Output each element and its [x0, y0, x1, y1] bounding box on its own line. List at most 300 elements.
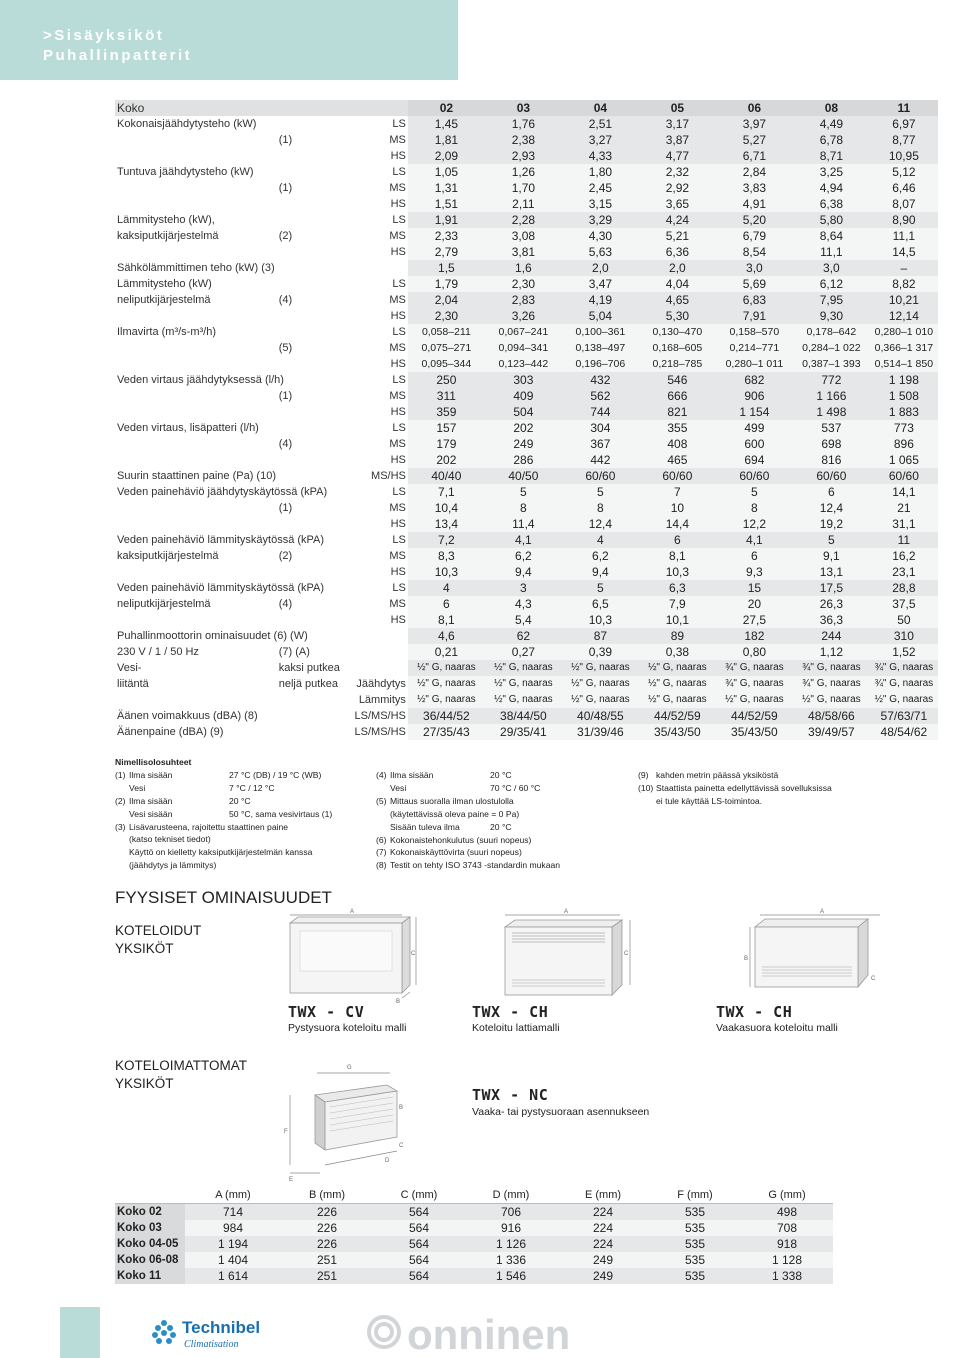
- row-label: 230 V / 1 / 50 Hz: [117, 646, 199, 658]
- value-cell: 7,1: [408, 484, 485, 500]
- uncased-units-title: [115, 1057, 247, 1093]
- value-cell: 4,49: [793, 116, 870, 132]
- value-cell: 4,65: [639, 292, 716, 308]
- dim-letter-b: B: [396, 999, 401, 1005]
- note-text: 27 °C (DB) / 19 °C (WB): [229, 769, 322, 780]
- value-cell: 2,93: [485, 148, 562, 164]
- row-label: [115, 148, 277, 164]
- note-text: Ilma sisään: [129, 795, 173, 806]
- cased-units-title: [115, 922, 201, 958]
- row-speed: MS: [389, 598, 406, 610]
- spec-table: [115, 100, 938, 740]
- row-speed: LS: [392, 118, 406, 130]
- row-note: [277, 708, 342, 724]
- dims-value: 498: [741, 1204, 833, 1221]
- dims-value: 226: [281, 1236, 373, 1252]
- value-cell: 10,3: [562, 612, 639, 628]
- row-speed: HS: [390, 310, 406, 322]
- value-cell: 562: [562, 388, 639, 404]
- value-cell: 5: [793, 532, 870, 548]
- row-label: Puhallinmoottorin ominaisuudet (6) (W): [117, 630, 308, 642]
- spec-row: [115, 676, 938, 692]
- note-text: (7): [376, 847, 387, 858]
- dims-header: A (mm): [185, 1187, 281, 1204]
- note-line: [376, 808, 636, 821]
- value-cell: 2,83: [485, 292, 562, 308]
- note-text: Ilma sisään: [129, 769, 173, 780]
- dims-value: 706: [465, 1204, 557, 1221]
- value-cell: 6,71: [716, 148, 793, 164]
- value-cell: 182: [716, 628, 793, 644]
- value-cell: 6,3: [639, 580, 716, 596]
- note-text: Sisään tuleva ilma: [390, 821, 460, 832]
- value-cell: 27/35/43: [408, 724, 485, 740]
- value-cell: 60/60: [870, 468, 938, 484]
- row-label: [115, 244, 277, 260]
- spec-row: [115, 372, 938, 388]
- row-note: [277, 356, 342, 372]
- dims-value: 1 404: [185, 1252, 281, 1268]
- row-label: Lämmitysteho (kW): [117, 278, 212, 290]
- row-label: [115, 388, 277, 404]
- spec-row: [115, 452, 938, 468]
- value-cell: 60/60: [793, 468, 870, 484]
- row-speed: HS: [390, 614, 406, 626]
- value-cell: –: [870, 260, 938, 276]
- value-cell: 4: [562, 532, 639, 548]
- row-label: neliputkijärjestelmä: [117, 598, 211, 610]
- value-cell: ½" G, naaras: [716, 692, 793, 708]
- note-text: 20 °C: [229, 795, 251, 806]
- technibel-subtitle: Climatisation: [184, 1339, 239, 1350]
- value-cell: 6,97: [870, 116, 938, 132]
- dims-row-label: Koko 02: [115, 1204, 185, 1221]
- value-cell: ½" G, naaras: [485, 692, 562, 708]
- value-cell: 1,52: [870, 644, 938, 660]
- value-cell: 40/40: [408, 468, 485, 484]
- value-cell: ½" G, naaras: [639, 676, 716, 692]
- notes-title: Nimellisolosuhteet: [115, 757, 192, 767]
- value-cell: 7,91: [716, 308, 793, 324]
- value-cell: 1,70: [485, 180, 562, 196]
- notes-column-2: [376, 769, 636, 872]
- dim-letter-c: C: [624, 951, 629, 957]
- value-cell: 8,3: [408, 548, 485, 564]
- row-label: [115, 612, 277, 628]
- value-cell: 1,6: [485, 260, 562, 276]
- spec-row: [115, 180, 938, 196]
- note-text: (1): [115, 769, 126, 780]
- value-cell: 3,17: [639, 116, 716, 132]
- row-speed: HS: [390, 246, 406, 258]
- spec-row: [115, 164, 938, 180]
- note-text: [115, 846, 129, 859]
- caption-twx-cv: Pystysuora koteloitu malli: [288, 1022, 407, 1034]
- row-note: (5): [278, 342, 293, 354]
- row-note: [277, 308, 342, 324]
- spec-row: [115, 260, 938, 276]
- footer-accent-block: [60, 1307, 100, 1358]
- dims-row-label: Koko 04-05: [115, 1236, 185, 1252]
- size-header: 05: [639, 100, 716, 116]
- value-cell: 4,04: [639, 276, 716, 292]
- value-cell: 3,81: [485, 244, 562, 260]
- value-cell: ¾" G, naaras: [870, 676, 938, 692]
- row-label: kaksiputkijärjestelmä: [117, 550, 219, 562]
- row-speed: MS: [389, 230, 406, 242]
- value-cell: 1,31: [408, 180, 485, 196]
- value-cell: 60/60: [716, 468, 793, 484]
- row-note: (7) (A): [278, 646, 310, 658]
- row-note: [277, 612, 342, 628]
- value-cell: 311: [408, 388, 485, 404]
- note-text: [376, 808, 390, 821]
- row-speed: LS: [392, 374, 406, 386]
- note-text: [376, 782, 390, 795]
- value-cell: 3,83: [716, 180, 793, 196]
- value-cell: 2,33: [408, 228, 485, 244]
- spec-header-label: Koko: [115, 100, 408, 116]
- row-label: Äänenpaine (dBA) (9): [117, 726, 224, 738]
- value-cell: 537: [793, 420, 870, 436]
- note-line: [115, 859, 375, 872]
- value-cell: 13,1: [793, 564, 870, 580]
- note-text: (9): [638, 770, 649, 780]
- value-cell: 1,91: [408, 212, 485, 228]
- value-cell: 1,80: [562, 164, 639, 180]
- caption-twx-nc: Vaaka- tai pystysuoraan asennukseen: [472, 1106, 650, 1118]
- value-cell: 44/52/59: [716, 708, 793, 724]
- note-line: [638, 769, 938, 782]
- spec-row: [115, 340, 938, 356]
- row-note: (1): [278, 134, 293, 146]
- row-note: (2): [278, 550, 293, 562]
- value-cell: ½" G, naaras: [485, 660, 562, 676]
- size-header: 03: [485, 100, 562, 116]
- value-cell: 286: [485, 452, 562, 468]
- value-cell: 0,218–785: [639, 356, 716, 372]
- value-cell: 504: [485, 404, 562, 420]
- spec-row: [115, 692, 938, 708]
- note-text: [376, 821, 390, 834]
- value-cell: 10: [639, 500, 716, 516]
- note-text: (4): [376, 770, 387, 780]
- dim-letter-b: B: [399, 1105, 404, 1111]
- value-cell: 1,76: [485, 116, 562, 132]
- value-cell: 772: [793, 372, 870, 388]
- value-cell: 1,79: [408, 276, 485, 292]
- size-header: 02: [408, 100, 485, 116]
- spec-row: [115, 436, 938, 452]
- dims-value: 251: [281, 1268, 373, 1284]
- value-cell: 6: [408, 596, 485, 612]
- note-text: Kokonaiskäyttövirta (suuri nopeus): [390, 847, 522, 858]
- value-cell: 9,1: [793, 548, 870, 564]
- row-speed: HS: [390, 454, 406, 466]
- row-note: (1): [278, 502, 293, 514]
- spec-row: [115, 308, 938, 324]
- row-label: Veden painehäviö jäähdytyskäytössä (kPA): [117, 486, 328, 498]
- note-text: Kokonaistehonkulutus (suuri nopeus): [390, 834, 532, 845]
- value-cell: 0,214–771: [716, 340, 793, 356]
- value-cell: 14,1: [870, 484, 938, 500]
- row-label: [115, 436, 277, 452]
- spec-row: [115, 388, 938, 404]
- dims-value: 564: [373, 1220, 465, 1236]
- notes-column-1: [115, 756, 375, 872]
- value-cell: 12,14: [870, 308, 938, 324]
- note-text: (8): [376, 860, 387, 871]
- value-cell: 0,280–1 010: [870, 324, 938, 340]
- value-cell: 6: [793, 484, 870, 500]
- note-text: ei tule käyttää LS-toimintoa.: [656, 795, 763, 806]
- row-label: [115, 564, 277, 580]
- spec-row: [115, 292, 938, 308]
- value-cell: 31,1: [870, 516, 938, 532]
- value-cell: 3,26: [485, 308, 562, 324]
- row-note: (2): [278, 230, 293, 242]
- note-text: [115, 782, 129, 795]
- model-twx-ch-ceiling: TWX - CH: [716, 1003, 793, 1021]
- row-speed: MS: [389, 438, 406, 450]
- value-cell: 2,92: [639, 180, 716, 196]
- row-speed: LS: [392, 422, 406, 434]
- dims-header: B (mm): [281, 1187, 373, 1204]
- value-cell: 2,28: [485, 212, 562, 228]
- spec-row: [115, 132, 938, 148]
- value-cell: 409: [485, 388, 562, 404]
- value-cell: 8: [562, 500, 639, 516]
- value-cell: 249: [485, 436, 562, 452]
- dims-corner: [115, 1187, 185, 1204]
- row-note: (4): [278, 598, 293, 610]
- value-cell: 682: [716, 372, 793, 388]
- value-cell: 14,4: [639, 516, 716, 532]
- note-line: [115, 782, 375, 795]
- row-speed: LS: [392, 166, 406, 178]
- value-cell: 60/60: [639, 468, 716, 484]
- note-line: [115, 833, 375, 846]
- row-note: [277, 148, 342, 164]
- value-cell: 10,1: [639, 612, 716, 628]
- value-cell: 27,5: [716, 612, 793, 628]
- spec-row: [115, 708, 938, 724]
- value-cell: ½" G, naaras: [408, 676, 485, 692]
- note-text: Vesi sisään: [129, 808, 173, 819]
- spec-row: [115, 420, 938, 436]
- value-cell: ½" G, naaras: [408, 660, 485, 676]
- row-note: kaksi putkea: [278, 662, 340, 674]
- row-speed: Jäähdytys: [356, 678, 406, 690]
- dims-value: 1 194: [185, 1236, 281, 1252]
- spec-row: [115, 212, 938, 228]
- row-speed: [342, 260, 408, 276]
- dims-row: [115, 1268, 833, 1284]
- dims-value: 916: [465, 1220, 557, 1236]
- note-text: Ilma sisään: [390, 770, 434, 780]
- dim-letter-c: C: [399, 1143, 404, 1149]
- value-cell: 12,2: [716, 516, 793, 532]
- value-cell: 2,30: [408, 308, 485, 324]
- value-cell: 11,1: [793, 244, 870, 260]
- dims-value: 1 126: [465, 1236, 557, 1252]
- value-cell: 37,5: [870, 596, 938, 612]
- value-cell: ¾" G, naaras: [716, 676, 793, 692]
- value-cell: 3,15: [562, 196, 639, 212]
- row-note: [277, 516, 342, 532]
- row-label: Kokonaisjäähdytysteho (kW): [117, 118, 257, 130]
- row-note: [277, 196, 342, 212]
- dims-value: 535: [649, 1268, 741, 1284]
- value-cell: 442: [562, 452, 639, 468]
- note-text: 20 °C: [490, 821, 512, 832]
- value-cell: 13,4: [408, 516, 485, 532]
- row-note: [277, 164, 342, 180]
- value-cell: 7,2: [408, 532, 485, 548]
- note-text: Vesi: [129, 782, 146, 793]
- value-cell: 4,94: [793, 180, 870, 196]
- value-cell: 5,27: [716, 132, 793, 148]
- value-cell: 9,3: [716, 564, 793, 580]
- row-label: [115, 340, 277, 356]
- note-text: [115, 859, 129, 872]
- row-speed: [342, 660, 408, 676]
- value-cell: 40/50: [485, 468, 562, 484]
- value-cell: 11,1: [870, 228, 938, 244]
- value-cell: 23,1: [870, 564, 938, 580]
- note-line: [376, 782, 636, 795]
- notes-column-3: [638, 769, 938, 808]
- value-cell: 666: [639, 388, 716, 404]
- value-cell: 11: [870, 532, 938, 548]
- value-cell: 773: [870, 420, 938, 436]
- value-cell: 2,30: [485, 276, 562, 292]
- row-speed: [342, 644, 408, 660]
- value-cell: 4,24: [639, 212, 716, 228]
- value-cell: ¾" G, naaras: [793, 660, 870, 676]
- row-note: [277, 724, 342, 740]
- spec-row: [115, 596, 938, 612]
- row-note: neljä putkea: [278, 678, 339, 690]
- row-speed: LS: [392, 582, 406, 594]
- note-text: (10): [638, 782, 654, 793]
- value-cell: 7,9: [639, 596, 716, 612]
- value-cell: 0,280–1 011: [716, 356, 793, 372]
- dims-header-row: [115, 1187, 833, 1204]
- value-cell: 87: [562, 628, 639, 644]
- dims-value: 249: [557, 1252, 649, 1268]
- spec-row: [115, 148, 938, 164]
- value-cell: 1,5: [408, 260, 485, 276]
- value-cell: 5: [562, 484, 639, 500]
- dims-value: 708: [741, 1220, 833, 1236]
- value-cell: 89: [639, 628, 716, 644]
- spec-row: [115, 356, 938, 372]
- value-cell: 16,2: [870, 548, 938, 564]
- value-cell: 694: [716, 452, 793, 468]
- value-cell: 5,20: [716, 212, 793, 228]
- dims-value: 714: [185, 1204, 281, 1221]
- row-speed: MS: [389, 182, 406, 194]
- dims-value: 226: [281, 1220, 373, 1236]
- value-cell: 8: [716, 500, 793, 516]
- uncased-title-line1: KOTELOIMATTOMAT: [115, 1058, 248, 1073]
- row-label: [115, 132, 277, 148]
- value-cell: 36,3: [793, 612, 870, 628]
- value-cell: 367: [562, 436, 639, 452]
- note-line: [115, 769, 375, 782]
- value-cell: ½" G, naaras: [639, 692, 716, 708]
- value-cell: ½" G, naaras: [562, 660, 639, 676]
- value-cell: 12,4: [793, 500, 870, 516]
- row-label: Veden painehäviö lämmityskäytössä (kPA): [117, 582, 325, 594]
- row-label: [115, 516, 277, 532]
- row-label: Veden virtaus, lisäpatteri (l/h): [117, 422, 259, 434]
- value-cell: 0,100–361: [562, 324, 639, 340]
- spec-row: [115, 644, 938, 660]
- value-cell: 8,77: [870, 132, 938, 148]
- row-note: [277, 276, 342, 292]
- value-cell: ½" G, naaras: [562, 692, 639, 708]
- dims-value: 535: [649, 1236, 741, 1252]
- note-text: (2): [115, 795, 126, 806]
- value-cell: 62: [485, 628, 562, 644]
- dims-row: [115, 1204, 833, 1221]
- row-speed: MS: [389, 502, 406, 514]
- value-cell: 0,27: [485, 644, 562, 660]
- size-header: 06: [716, 100, 793, 116]
- value-cell: 2,38: [485, 132, 562, 148]
- note-text: [115, 808, 129, 821]
- value-cell: 8,82: [870, 276, 938, 292]
- size-header: 04: [562, 100, 639, 116]
- row-label: [115, 356, 277, 372]
- note-line: [115, 795, 375, 808]
- row-speed: LS: [392, 214, 406, 226]
- spec-row: [115, 276, 938, 292]
- row-label: Suurin staattinen paine (Pa) (10): [117, 470, 276, 482]
- value-cell: ½" G, naaras: [639, 660, 716, 676]
- spec-row: [115, 548, 938, 564]
- spec-row: [115, 244, 938, 260]
- spec-row: [115, 404, 938, 420]
- note-text: (katso tekniset tiedot): [129, 834, 211, 845]
- row-speed: MS/HS: [371, 470, 406, 482]
- row-speed: HS: [390, 566, 406, 578]
- spec-row: [115, 580, 938, 596]
- value-cell: 1 166: [793, 388, 870, 404]
- value-cell: 7: [639, 484, 716, 500]
- size-header: 08: [793, 100, 870, 116]
- value-cell: 499: [716, 420, 793, 436]
- value-cell: 244: [793, 628, 870, 644]
- dims-header: D (mm): [465, 1187, 557, 1204]
- value-cell: 6,79: [716, 228, 793, 244]
- caption-twx-ch-ceiling: Vaakasuora koteloitu malli: [716, 1022, 838, 1034]
- value-cell: 2,11: [485, 196, 562, 212]
- value-cell: 698: [793, 436, 870, 452]
- value-cell: 6,12: [793, 276, 870, 292]
- value-cell: 0,366–1 317: [870, 340, 938, 356]
- value-cell: 4,1: [485, 532, 562, 548]
- value-cell: 5,30: [639, 308, 716, 324]
- value-cell: 2,79: [408, 244, 485, 260]
- value-cell: 44/52/59: [639, 708, 716, 724]
- value-cell: 10,3: [408, 564, 485, 580]
- row-speed: HS: [390, 358, 406, 370]
- value-cell: 0,067–241: [485, 324, 562, 340]
- value-cell: 19,2: [793, 516, 870, 532]
